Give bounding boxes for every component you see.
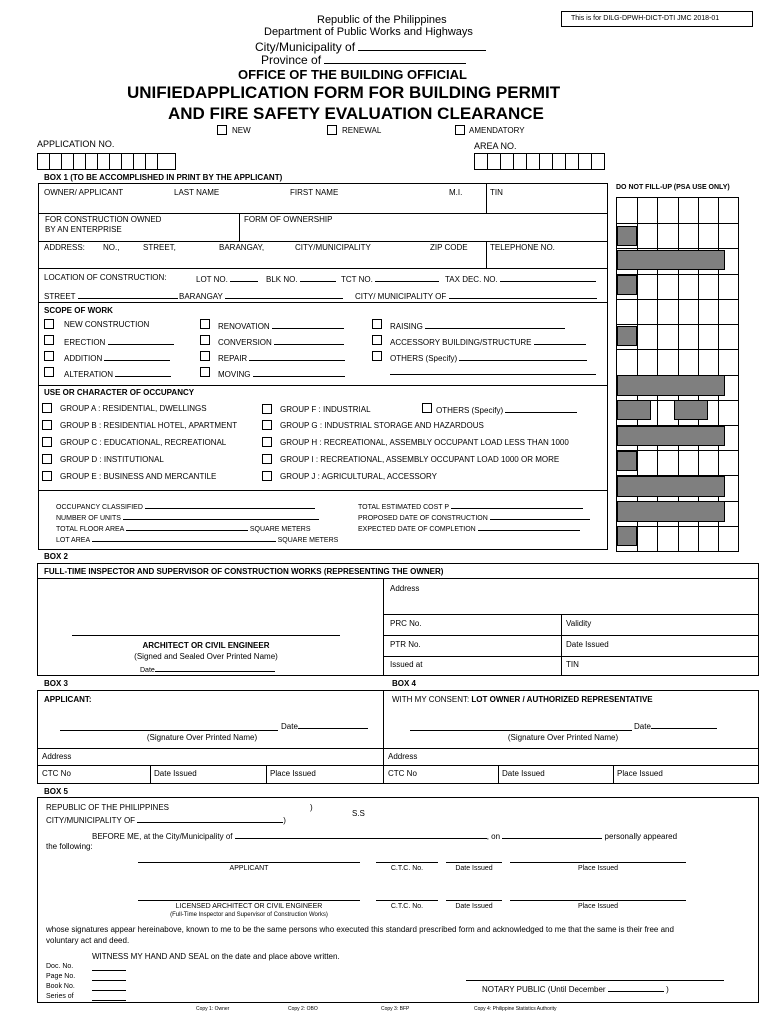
street-label: STREET [44, 290, 178, 301]
form-title-line1: UNIFIEDAPPLICATION FORM FOR BUILDING PERMIT [127, 83, 561, 102]
address-label: ADDRESS: [44, 243, 85, 252]
box3-sig-label: (Signature Over Printed Name) [146, 733, 258, 742]
psa-shaded-cell [617, 226, 637, 246]
box5-place-caption-1: Place Issued [577, 865, 619, 872]
department-heading: Department of Public Works and Highways [264, 26, 473, 38]
application-no-boxes[interactable] [37, 153, 176, 170]
renewal-label: RENEWAL [342, 126, 382, 135]
box5-applicant-caption: APPLICANT [229, 865, 269, 872]
group-a-label: GROUP A : RESIDENTIAL, DWELLINGS [60, 404, 207, 413]
group-j-label: GROUP J : AGRICULTURAL, ACCESSORY [280, 472, 437, 481]
validity-label: Validity [566, 619, 592, 628]
barangay-label: BARANGAY [179, 290, 343, 301]
group-e-checkbox[interactable] [42, 471, 52, 481]
new-construction-label: NEW CONSTRUCTION [64, 320, 150, 329]
psa-grid-line [617, 324, 738, 325]
box2-label: BOX 2 [44, 552, 69, 561]
occupancy-classified-label: OCCUPANCY CLASSIFIED [56, 500, 315, 511]
whose-line-1: whose signatures appear hereinabove, known to me to be the same persons who executed this standard prescribed form and acknowledged to me that the same is their free and [46, 925, 674, 934]
lot-area-label: LOT AREA SQUARE METERS [56, 533, 338, 544]
province-label: Province of [261, 53, 466, 67]
zip-code-label: ZIP CODE [430, 243, 468, 252]
group-a-checkbox[interactable] [42, 403, 52, 413]
psa-shaded-cell [617, 476, 725, 497]
proposed-date-label: PROPOSED DATE OF CONSTRUCTION [358, 511, 590, 522]
box5-label: BOX 5 [44, 787, 69, 796]
architect-label: ARCHITECT OR CIVIL ENGINEER [142, 641, 270, 650]
box2-tin-label: TIN [566, 660, 579, 669]
box4-date-issued-label: Date Issued [502, 769, 545, 778]
group-g-label: GROUP G : INDUSTRIAL STORAGE AND HAZARDOUS [280, 421, 484, 430]
notary-label: NOTARY PUBLIC (Until December ) [482, 985, 669, 994]
psa-shaded-cell [617, 400, 651, 420]
group-b-label: GROUP B : RESIDENTIAL HOTEL, APARTMENT [60, 421, 238, 430]
group-i-label: GROUP I : RECREATIONAL, ASSEMBLY OCCUPANT LOAD 1000 OR MORE [280, 455, 560, 464]
others-occupancy-checkbox[interactable] [422, 403, 432, 413]
moving-label: MOVING [218, 368, 345, 379]
form-of-ownership-label: FORM OF OWNERSHIP [244, 215, 333, 224]
box5-place-caption-2: Place Issued [577, 903, 619, 910]
box4-date-label: Date [634, 720, 717, 731]
tin-label: TIN [490, 188, 503, 197]
new-label: NEW [232, 126, 251, 135]
city-muni-of-label: CITY/ MUNICIPALITY OF [355, 290, 597, 301]
copy-psa: Copy 4: Philippine Statistics Authority [474, 1006, 557, 1012]
do-not-fill-label: DO NOT FILL-UP (PSA USE ONLY) [616, 184, 730, 191]
application-no-label: APPLICATION NO. [37, 139, 115, 149]
area-no-label: AREA NO. [474, 141, 517, 151]
conversion-checkbox[interactable] [200, 335, 210, 345]
page-no-label: Page No. [46, 973, 76, 980]
book-no-label: Book No. [46, 983, 75, 990]
copy-obo: Copy 2: OBO [288, 1006, 318, 1012]
before-me-line: BEFORE ME, at the City/Municipality of , on personally appeared [92, 832, 678, 841]
others-scope-label: OTHERS (Specify) [390, 352, 587, 363]
renewal-checkbox[interactable] [327, 125, 337, 135]
issued-at-label: Issued at [390, 660, 423, 669]
number-of-units-label: NUMBER OF UNITS [56, 511, 319, 522]
signed-sealed-label: (Signed and Sealed Over Printed Name) [134, 652, 278, 661]
telephone-label: TELEPHONE NO. [490, 243, 555, 252]
box1 [38, 183, 608, 550]
repair-checkbox[interactable] [200, 351, 210, 361]
group-f-checkbox[interactable] [262, 404, 272, 414]
alteration-label: ALTERATION [64, 368, 171, 379]
copy-owner: Copy 1: Owner [196, 1006, 230, 1012]
group-h-checkbox[interactable] [262, 437, 272, 447]
reference-note-box [561, 11, 753, 27]
amendatory-checkbox[interactable] [455, 125, 465, 135]
raising-checkbox[interactable] [372, 319, 382, 329]
psa-shaded-cell [617, 326, 637, 346]
box4-label: BOX 4 [392, 679, 417, 688]
copy-bfp: Copy 3: BFP [381, 1006, 410, 1012]
applicant-label: APPLICANT: [44, 695, 92, 704]
psa-grid-line [617, 349, 738, 350]
alteration-checkbox[interactable] [44, 367, 54, 377]
addition-label: ADDITION [64, 352, 170, 363]
erection-label: ERECTION [64, 336, 174, 347]
group-c-label: GROUP C : EDUCATIONAL, RECREATIONAL [60, 438, 227, 447]
others-occupancy-label: OTHERS (Specify) [436, 404, 577, 415]
new-construction-checkbox[interactable] [44, 319, 54, 329]
box3-ctc-label: CTC No [42, 769, 71, 778]
owner-applicant-label: OWNER/ APPLICANT [44, 188, 124, 197]
republic-heading: Republic of the Philippines [317, 14, 447, 26]
box5-date-caption-1: Date Issued [455, 865, 493, 872]
occupancy-heading: USE OR CHARACTER OF OCCUPANCY [44, 388, 195, 397]
tct-no-label: TCT NO. [341, 273, 439, 284]
box5-ss: S.S [352, 809, 365, 818]
prc-no-label: PRC No. [390, 619, 422, 628]
box4-place-issued-label: Place Issued [617, 769, 663, 778]
whose-line-2: voluntary act and deed. [46, 936, 130, 945]
psa-shaded-cell [617, 426, 725, 446]
group-d-label: GROUP D : INSTITUTIONAL [60, 455, 164, 464]
group-g-checkbox[interactable] [262, 420, 272, 430]
box5-licensed-sub: (Full-Time Inspector and Supervisor of Construction Works) [170, 912, 328, 918]
box3-date-issued-label: Date Issued [154, 769, 197, 778]
group-f-label: GROUP F : INDUSTRIAL [280, 405, 371, 414]
city-label: City/Municipality of [255, 40, 486, 54]
box3-place-issued-label: Place Issued [270, 769, 316, 778]
tax-dec-no-label: TAX DEC. NO. [445, 273, 596, 284]
new-checkbox[interactable] [217, 125, 227, 135]
box5-licensed-caption: LICENSED ARCHITECT OR CIVIL ENGINEER [175, 903, 323, 910]
psa-shaded-cell [617, 526, 637, 546]
box2-date-issued-label: Date Issued [566, 640, 609, 649]
box3-address-label: Address [42, 752, 72, 761]
form-title-line2: AND FIRE SAFETY EVALUATION CLEARANCE [168, 104, 544, 123]
box4-sig-label: (Signature Over Printed Name) [507, 733, 619, 742]
total-floor-area-label: TOTAL FLOOR AREA SQUARE METERS [56, 522, 311, 533]
mi-label: M.I. [449, 188, 463, 197]
address-city-label: CITY/MUNICIPALITY [295, 243, 371, 252]
last-name-label: LAST NAME [174, 188, 220, 197]
lot-no-label: LOT NO. [196, 273, 258, 284]
renovation-label: RENOVATION [218, 320, 344, 331]
group-c-checkbox[interactable] [42, 437, 52, 447]
scope-heading: SCOPE OF WORK [44, 306, 113, 315]
renovation-checkbox[interactable] [200, 319, 210, 329]
amendatory-label: AMENDATORY [469, 126, 525, 135]
total-cost-label: TOTAL ESTIMATED COST P [358, 500, 583, 511]
psa-shaded-cell [617, 375, 725, 396]
psa-grid-line [617, 223, 738, 224]
address-no-label: NO., [103, 243, 120, 252]
consent-label: WITH MY CONSENT: LOT OWNER / AUTHORIZED REPRESENTATIVE [392, 695, 653, 704]
group-h-label: GROUP H : RECREATIONAL, ASSEMBLY OCCUPANT LOAD LESS THAN 1000 [280, 438, 569, 447]
box2-address-label: Address [390, 584, 420, 593]
erection-checkbox[interactable] [44, 335, 54, 345]
box3-date-label: Date [281, 720, 368, 731]
blk-no-label: BLK NO. [266, 273, 336, 284]
location-label: LOCATION OF CONSTRUCTION: [44, 273, 167, 282]
following-line: the following: [46, 842, 93, 851]
box4-ctc-label: CTC No [388, 769, 417, 778]
group-d-checkbox[interactable] [42, 454, 52, 464]
first-name-label: FIRST NAME [290, 188, 339, 197]
group-b-checkbox[interactable] [42, 420, 52, 430]
others-scope-checkbox[interactable] [372, 351, 382, 361]
box4-address-label: Address [388, 752, 418, 761]
address-street-label: STREET, [143, 243, 176, 252]
raising-label: RAISING [390, 320, 565, 331]
accessory-checkbox[interactable] [372, 335, 382, 345]
addition-checkbox[interactable] [44, 351, 54, 361]
box5-city: CITY/MUNICIPALITY OF ) [46, 816, 286, 825]
moving-checkbox[interactable] [200, 367, 210, 377]
box5-ctc-caption-1: C.T.C. No. [390, 865, 424, 872]
psa-grid-line [617, 248, 738, 249]
accessory-label: ACCESSORY BUILDING/STRUCTURE [390, 336, 586, 347]
box3-label: BOX 3 [44, 679, 69, 688]
ptr-no-label: PTR No. [390, 640, 421, 649]
box5-republic: REPUBLIC OF THE PHILIPPINES [46, 803, 169, 812]
expected-date-label: EXPECTED DATE OF COMPLETION [358, 522, 580, 533]
box5-ctc-caption-2: C.T.C. No. [390, 903, 424, 910]
series-of-label: Series of [46, 993, 74, 1000]
witness-line: WITNESS MY HAND AND SEAL on the date and place above written. [92, 952, 340, 961]
psa-shaded-cell [617, 451, 637, 471]
conversion-label: CONVERSION [218, 336, 344, 347]
box2-heading: FULL-TIME INSPECTOR AND SUPERVISOR OF CONSTRUCTION WORKS (REPRESENTING THE OWNER) [44, 567, 444, 576]
address-barangay-label: BARANGAY, [219, 243, 265, 252]
psa-shaded-cell [617, 501, 725, 522]
for-construction-label-1: FOR CONSTRUCTION OWNED [45, 215, 162, 224]
psa-shaded-cell [617, 250, 725, 270]
office-title: OFFICE OF THE BUILDING OFFICIAL [238, 67, 467, 82]
box5-date-caption-2: Date Issued [455, 903, 493, 910]
doc-no-label: Doc. No. [46, 963, 74, 970]
psa-shaded-cell [674, 400, 708, 420]
box2-date-label: Date [140, 663, 275, 674]
repair-label: REPAIR [218, 352, 345, 363]
box5-paren-1: ) [310, 803, 313, 812]
area-no-boxes[interactable] [474, 153, 605, 170]
group-i-checkbox[interactable] [262, 454, 272, 464]
for-construction-label-2: BY AN ENTERPRISE [45, 225, 122, 234]
psa-shaded-cell [617, 275, 637, 295]
reference-note: This is for DILG-DPWH-DICT-DTI JMC 2018-01 [571, 15, 720, 22]
group-j-checkbox[interactable] [262, 471, 272, 481]
box1-heading: BOX 1 (TO BE ACCOMPLISHED IN PRINT BY THE APPLICANT) [44, 173, 283, 182]
psa-grid-line [617, 299, 738, 300]
group-e-label: GROUP E : BUSINESS AND MERCANTILE [60, 472, 217, 481]
